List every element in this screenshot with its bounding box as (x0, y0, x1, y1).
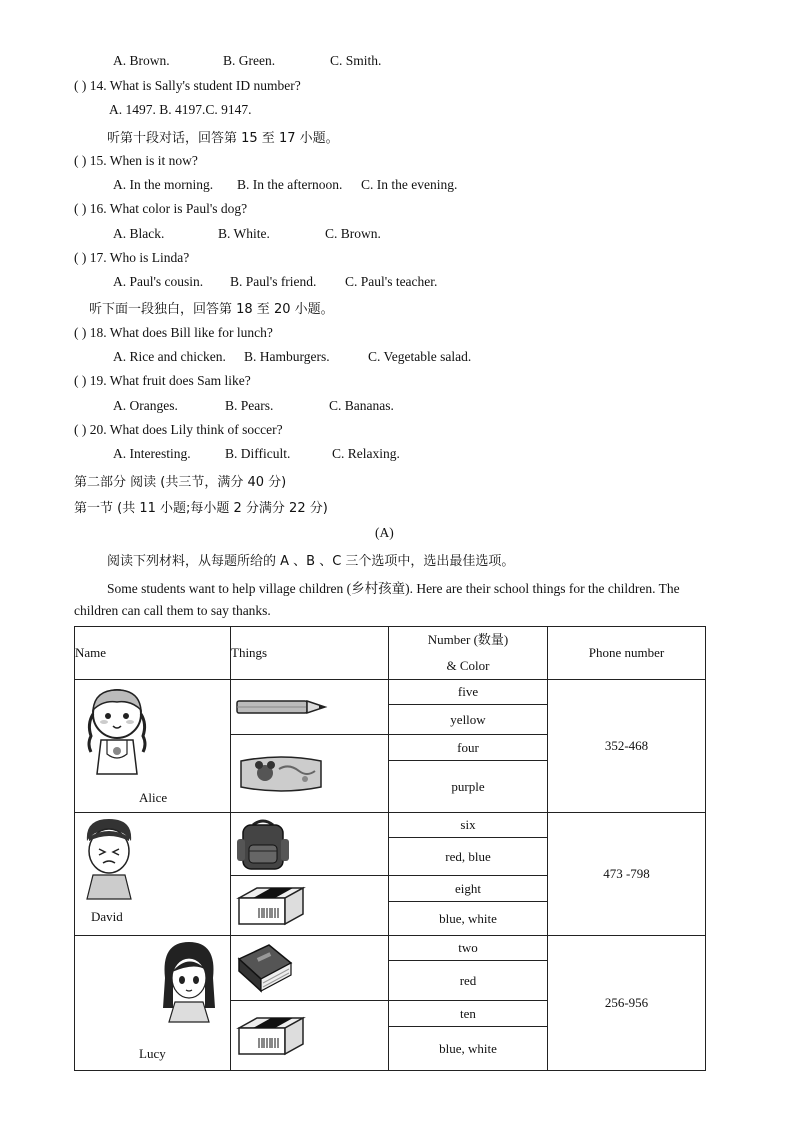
eraser-icon (235, 884, 307, 928)
color-cell: blue, white (389, 902, 548, 936)
q16-option-a: A. Black. (113, 226, 165, 241)
person-name: Lucy (139, 1046, 166, 1061)
q20-option-c: C. Relaxing. (332, 446, 400, 461)
q16-stem: ( ) 16. What color is Paul's dog? (74, 201, 248, 216)
person-name: Alice (139, 790, 168, 805)
number-cell: two (389, 936, 548, 961)
thing-cell (231, 936, 389, 1001)
q14-stem: ( ) 14. What is Sally's student ID number? (74, 78, 301, 93)
phone-cell: 473 -798 (548, 813, 706, 936)
q19-option-b: B. Pears. (225, 398, 274, 413)
person-cell-david (75, 813, 231, 936)
q18-option-a: A. Rice and chicken. (113, 349, 226, 364)
header-number-color (389, 627, 548, 680)
q19-option-a: A. Oranges. (113, 398, 178, 413)
phone-cell: 256-956 (548, 936, 706, 1071)
q18-option-c: C. Vegetable salad. (368, 349, 472, 364)
q16-option-c: C. Brown. (325, 226, 381, 241)
phone-cell: 352-468 (548, 680, 706, 813)
q18-option-b: B. Hamburgers. (244, 349, 330, 364)
header-name: Name (75, 627, 231, 680)
boy-avatar-icon (79, 817, 139, 901)
color-cell: purple (389, 761, 548, 813)
girl-avatar-icon (81, 684, 153, 776)
q15-stem: ( ) 15. When is it now? (74, 153, 198, 168)
number-cell: ten (389, 1001, 548, 1027)
thing-cell (231, 813, 389, 876)
q17-option-c: C. Paul's teacher. (345, 274, 438, 289)
intro-line-1: Some students want to help village children (乡村孩童). Here are their school things for the children. The (107, 581, 680, 596)
q13-option-a: A. Brown. (113, 53, 170, 68)
table-row (75, 680, 706, 705)
part2-title: 第二部分 阅读 (共三节，满分 40 分) (74, 475, 287, 490)
q20-option-a: A. Interesting. (113, 446, 191, 461)
q19-stem: ( ) 19. What fruit does Sam like? (74, 373, 251, 388)
q15-option-a: A. In the morning. (113, 177, 214, 192)
pencil-icon (235, 695, 331, 719)
q20-stem: ( ) 20. What does Lily think of soccer? (74, 422, 283, 437)
q18-stem: ( ) 18. What does Bill like for lunch? (74, 325, 273, 340)
q20-option-b: B. Difficult. (225, 446, 291, 461)
header-things: Things (231, 627, 389, 680)
eraser-icon (235, 1014, 307, 1058)
color-cell: red (389, 961, 548, 1001)
reading-instruction: 阅读下列材料，从每题所给的 A 、B 、C 三个选项中，选出最佳选项。 (107, 554, 515, 569)
number-cell: four (389, 735, 548, 761)
thing-cell (231, 735, 389, 813)
q17-stem: ( ) 17. Who is Linda? (74, 250, 190, 265)
number-cell: five (389, 680, 548, 705)
monologue-instruction: 听下面一段独白，回答第 18 至 20 小题。 (89, 302, 334, 317)
q15-option-b: B. In the afternoon. (237, 177, 343, 192)
table-row (75, 813, 706, 838)
number-cell: six (389, 813, 548, 838)
passage-label: (A) (375, 525, 394, 540)
thing-cell (231, 680, 389, 735)
table-row (75, 936, 706, 961)
dialog10-instruction: 听第十段对话，回答第 15 至 17 小题。 (107, 131, 339, 146)
girl-avatar-icon (159, 938, 219, 1024)
table-header-row (75, 627, 706, 680)
q14-options: A. 1497. B. 4197.C. 9147. (109, 102, 252, 117)
q15-option-c: C. In the evening. (361, 177, 458, 192)
q16-option-b: B. White. (218, 226, 270, 241)
intro-line-2: children can call them to say thanks. (74, 603, 271, 618)
school-things-table (74, 626, 706, 1071)
color-cell: blue, white (389, 1027, 548, 1071)
thing-cell (231, 876, 389, 936)
header-number: Number (数量) (427, 632, 509, 647)
person-cell-lucy (75, 936, 231, 1071)
header-phone: Phone number (548, 627, 706, 680)
color-cell: red, blue (389, 838, 548, 876)
thing-cell (231, 1001, 389, 1071)
person-cell-alice (75, 680, 231, 813)
number-cell: eight (389, 876, 548, 902)
q13-option-b: B. Green. (223, 53, 276, 68)
q17-option-a: A. Paul's cousin. (113, 274, 204, 289)
pencil-case-icon (235, 753, 327, 795)
color-cell: yellow (389, 705, 548, 735)
dictionary-icon (235, 941, 295, 995)
backpack-icon (235, 817, 291, 871)
person-name: David (91, 909, 123, 924)
header-color: & Color (446, 658, 490, 673)
q19-option-c: C. Bananas. (329, 398, 394, 413)
q13-option-c: C. Smith. (330, 53, 382, 68)
q17-option-b: B. Paul's friend. (230, 274, 317, 289)
section1-title: 第一节 (共 11 小题;每小题 2 分满分 22 分) (74, 501, 328, 516)
